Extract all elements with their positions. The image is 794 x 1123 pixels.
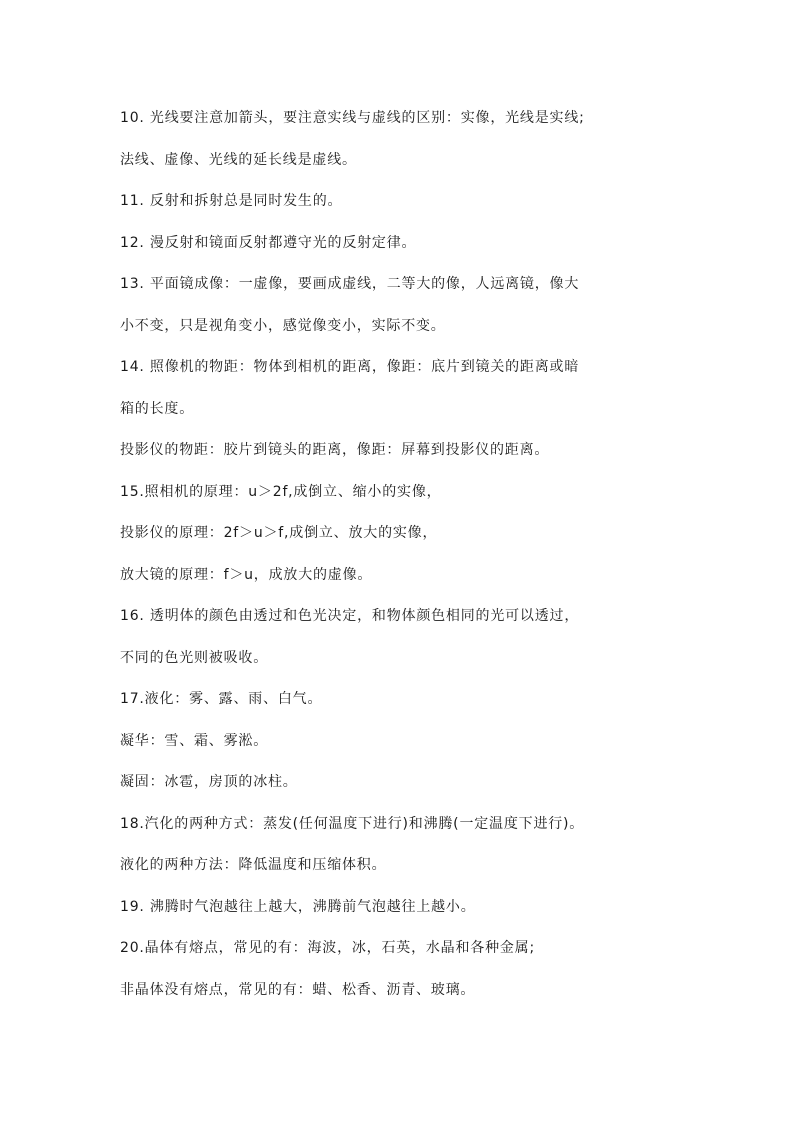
text-line: 12. 漫反射和镜面反射都遵守光的反射定律。: [120, 234, 417, 251]
text-line: 放大镜的原理：f＞u，成放大的虚像。: [120, 566, 373, 583]
text-line: 16. 透明体的颜色由透过和色光决定，和物体颜色相同的光可以透过，: [120, 608, 580, 624]
text-line: 17.液化：雾、露、雨、白气。: [120, 691, 323, 707]
text-line: 14. 照像机的物距：物体到相机的距离，像距：底片到镜关的距离或暗: [120, 359, 580, 375]
document-body: [120, 104, 680, 1017]
text-line: 法线、虚像、光线的延长线是虚线。: [120, 151, 357, 168]
text-line: 液化的两种方法：降低温度和压缩体积。: [120, 857, 387, 873]
text-line: 箱的长度。: [120, 400, 194, 417]
text-line: 15.照相机的原理：u＞2f,成倒立、缩小的实像，: [120, 483, 442, 500]
text-line: 19. 沸腾时气泡越往上越大，沸腾前气泡越往上越小。: [120, 898, 476, 915]
text-line: 20.晶体有熔点，常见的有：海波，冰，石英，水晶和各种金属;: [120, 940, 535, 956]
text-line: 11. 反射和拆射总是同时发生的。: [120, 193, 343, 209]
text-line: 不同的色光则被吸收。: [120, 649, 268, 666]
text-line: 投影仪的物距：胶片到镜头的距离，像距：屏幕到投影仪的距离。: [120, 442, 550, 458]
text-line: 投影仪的原理：2f＞u＞f,成倒立、放大的实像，: [120, 525, 438, 541]
text-line: 10. 光线要注意加箭头，要注意实线与虚线的区别：实像，光线是实线;: [120, 110, 585, 126]
text-line: 凝华：雪、霜、雾淞。: [120, 732, 268, 749]
text-line: 18.汽化的两种方式：蒸发(任何温度下进行)和沸腾(一定温度下进行)。: [120, 815, 585, 832]
text-line: 非晶体没有熔点，常见的有：蜡、松香、沥青、玻璃。: [120, 981, 476, 998]
text-line: 13. 平面镜成像：一虚像，要画成虚线，二等大的像，人远离镜，像大: [120, 276, 580, 292]
text-line: 小不变，只是视角变小，感觉像变小，实际不变。: [120, 317, 446, 334]
text-line: 凝固：冰雹，房顶的冰柱。: [120, 774, 298, 790]
